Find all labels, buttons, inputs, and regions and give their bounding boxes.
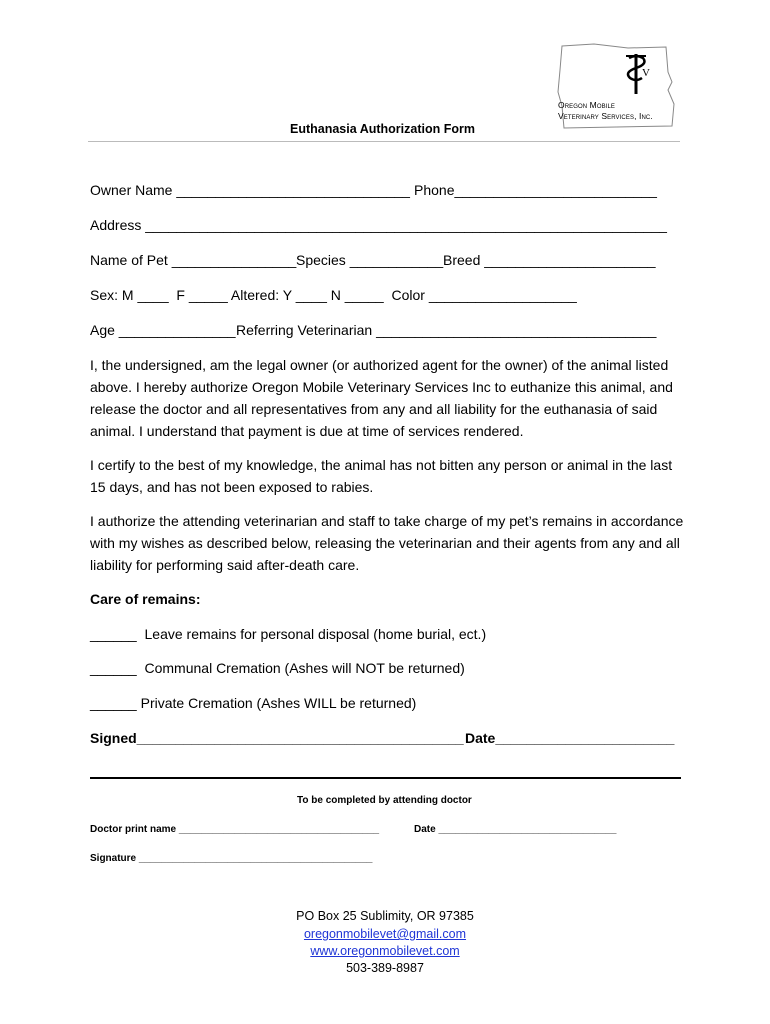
doctor-signature-field[interactable]: Signature __________________________________________ [90,853,373,864]
address-field[interactable]: Address ___________________________________________________________________ [90,217,667,233]
signed-field[interactable]: Signed__________________________________________ [90,730,464,746]
option-private-cremation[interactable]: ______ Private Cremation (Ashes WILL be returned) [90,695,417,711]
rabies-paragraph [90,454,690,498]
option-personal-disposal[interactable]: ______ Leave remains for personal disposal (home burial, ect.) [90,626,487,642]
footer-phone: 503-389-8987 [346,961,424,975]
title-divider [88,141,680,142]
email-link[interactable]: oregonmobilevet@gmail.com [303,927,467,941]
phone-field[interactable]: Phone__________________________ [414,182,657,198]
paragraph-owner-authorization: I, the undersigned, am the legal owner (or authorized agent for the owner) of the animal listed above. I hereby authorize Oregon Mobile Veterinary Services Inc to euthanize this animal, and release the doctor and all representatives from any and all liability for the euthanasia of said animal. I understand that payment is due at time of services rendered. [90,357,673,439]
section-divider [90,777,681,779]
logo-line-2: Veterinary Services, Inc. [558,111,653,121]
sex-altered-color-field[interactable]: Sex: M ____ F _____ Altered: Y ____ N _____ Color ___________________ [90,287,577,303]
doctor-date-field[interactable]: Date ________________________________ [414,824,617,835]
remains-paragraph [90,510,690,576]
footer-website-link[interactable] [0,943,770,960]
age-field[interactable]: Age _______________ [90,322,236,338]
paragraph-remains-authorization: I authorize the attending veterinarian and staff to take charge of my pet’s remains in accordance with my wishes as described below, releasing the veterinarian and their agents from any and all liability for performing said after-death care. [90,513,684,573]
species-field[interactable]: Species ____________ [296,252,444,268]
option-communal-cremation[interactable]: ______ Communal Cremation (Ashes will NOT be returned) [90,660,465,676]
website-link[interactable]: www.oregonmobilevet.com [310,944,460,958]
logo-line-1: Oregon Mobile [558,100,616,110]
doctor-section-heading: To be completed by attending doctor [297,795,472,806]
breed-field[interactable]: Breed ______________________ [443,252,656,268]
signature-date-field[interactable]: Date_______________________ [465,730,675,746]
caduceus-icon [626,54,650,94]
doctor-print-name-field[interactable]: Doctor print name ____________________________________ [90,824,380,835]
form-title: Euthanasia Authorization Form [290,122,475,136]
authorization-paragraph [90,354,690,442]
svg-text:V: V [642,67,650,79]
paragraph-rabies-certification: I certify to the best of my knowledge, the animal has not bitten any person or animal in the last 15 days, and has not been exposed to rabies. [90,457,673,495]
owner-name-field[interactable]: Owner Name ______________________________ [90,182,410,198]
referring-vet-field[interactable]: Referring Veterinarian ____________________________________ [236,322,657,338]
footer-email-link[interactable] [0,926,770,943]
pet-name-field[interactable]: Name of Pet ________________ [90,252,297,268]
care-heading: Care of remains: [90,591,201,607]
footer-address: PO Box 25 Sublimity, OR 97385 [296,909,474,923]
